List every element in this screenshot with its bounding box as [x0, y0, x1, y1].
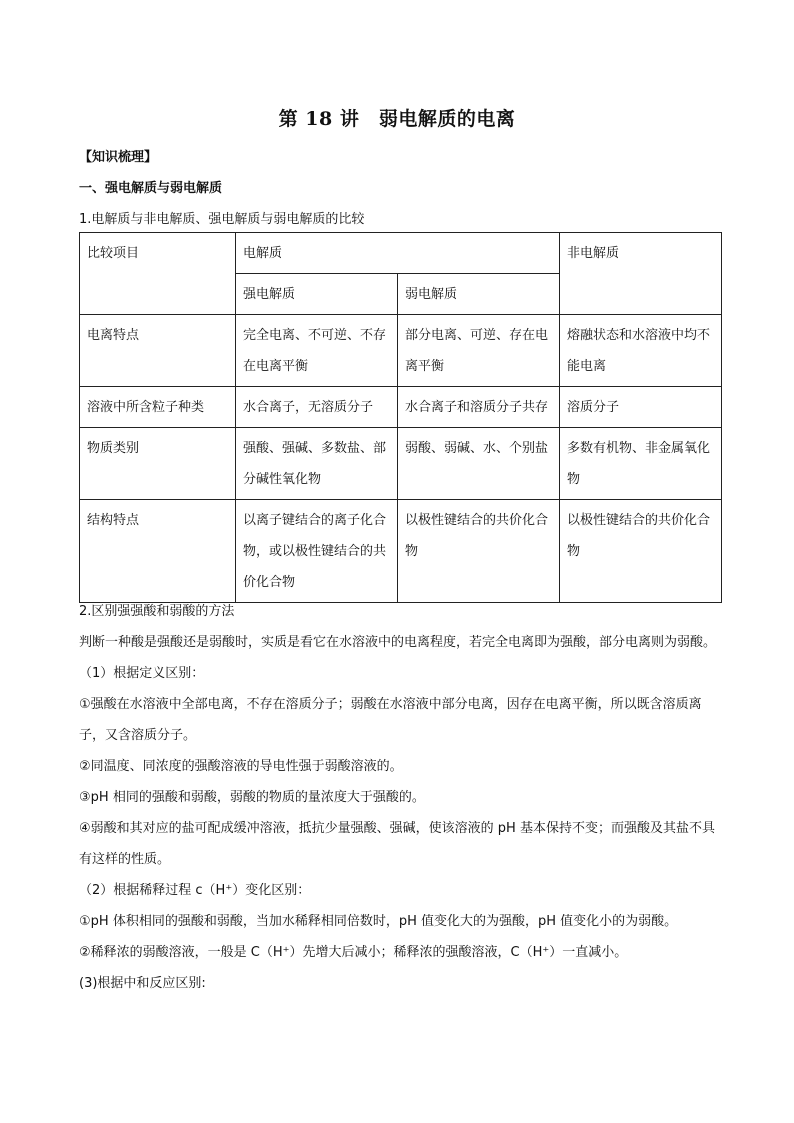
section-label: 【知识梳理】	[79, 150, 158, 165]
method-2-point-1: ①pH 体积相同的强酸和弱酸，当加水稀释相同倍数时，pH 值变化大的为强酸，pH 值变化小的为弱酸。	[79, 914, 678, 929]
subheading-comparison: 1.电解质与非电解质、强电解质与弱电解质的比较	[79, 212, 365, 227]
method-3-title: (3)根据中和反应区别:	[79, 976, 206, 991]
row-item: 溶液中所含粒子种类	[80, 387, 236, 428]
table-row	[80, 315, 722, 387]
table-header-row	[80, 233, 722, 274]
comparison-table	[79, 232, 722, 603]
table-row	[80, 428, 722, 500]
header-item: 比较项目	[80, 233, 236, 315]
row-strong: 以离子键结合的离子化合物，或以极性键结合的共价化合物	[236, 500, 398, 603]
row-weak: 部分电离、可逆、存在电离平衡	[398, 315, 560, 387]
intro-paragraph: 判断一种酸是强酸还是弱酸时，实质是看它在水溶液中的电离程度，若完全电离即为强酸，部分电离则为弱酸。	[79, 635, 717, 650]
row-item: 物质类别	[80, 428, 236, 500]
subheading-methods: 2.区别强强酸和弱酸的方法	[79, 604, 235, 619]
row-item: 结构特点	[80, 500, 236, 603]
method-1-point-3: ③pH 相同的强酸和弱酸，弱酸的物质的量浓度大于强酸的。	[79, 790, 425, 805]
header-non-electrolyte: 非电解质	[560, 233, 722, 315]
row-item: 电离特点	[80, 315, 236, 387]
row-non: 多数有机物、非金属氧化物	[560, 428, 722, 500]
section-heading: 一、强电解质与弱电解质	[79, 181, 223, 196]
method-2-point-2: ②稀释浓的弱酸溶液，一般是 C（H⁺）先增大后减小；稀释浓的强酸溶液，C（H⁺）一直减小。	[79, 945, 628, 960]
method-1-title: （1）根据定义区别：	[79, 666, 205, 681]
method-1-point-1: ①强酸在水溶液中全部电离，不存在溶质分子；弱酸在水溶液中部分电离，因存在电离平衡，所以既含溶质离子，又含溶质分子。	[79, 697, 702, 743]
body-text	[79, 596, 719, 999]
header-strong: 强电解质	[236, 274, 398, 315]
page-title: 第 18 讲 弱电解质的电离	[278, 108, 516, 130]
row-non: 溶质分子	[560, 387, 722, 428]
row-non: 以极性键结合的共价化合物	[560, 500, 722, 603]
row-weak: 弱酸、弱碱、水、个别盐	[398, 428, 560, 500]
row-weak: 以极性键结合的共价化合物	[398, 500, 560, 603]
row-non: 熔融状态和水溶液中均不能电离	[560, 315, 722, 387]
header-electrolyte: 电解质	[236, 233, 560, 274]
method-1-point-4: ④弱酸和其对应的盐可配成缓冲溶液，抵抗少量强酸、强碱，使该溶液的 pH 基本保持不变；而强酸及其盐不具有这样的性质。	[79, 821, 715, 867]
row-strong: 强酸、强碱、多数盐、部分碱性氧化物	[236, 428, 398, 500]
table-row	[80, 500, 722, 603]
row-weak: 水合离子和溶质分子共存	[398, 387, 560, 428]
row-strong: 水合离子，无溶质分子	[236, 387, 398, 428]
row-strong: 完全电离、不可逆、不存在电离平衡	[236, 315, 398, 387]
method-2-title: （2）根据稀释过程 c（H⁺）变化区别：	[79, 883, 311, 898]
method-1-point-2: ②同温度、同浓度的强酸溶液的导电性强于弱酸溶液的。	[79, 759, 403, 774]
table-row	[80, 387, 722, 428]
header-weak: 弱电解质	[398, 274, 560, 315]
